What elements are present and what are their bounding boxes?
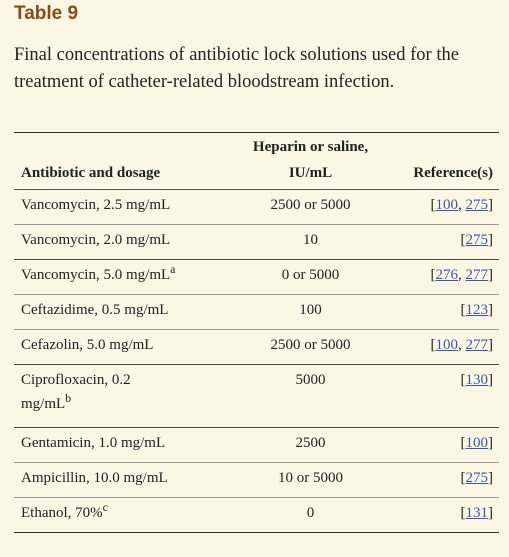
drug-name: Cefazolin, 5.0 mg/mL: [21, 337, 154, 353]
reference-cell: [131]: [394, 498, 499, 533]
heparin-cell: 5000: [227, 365, 394, 428]
table-row: [14, 330, 499, 365]
reference-cell: [123]: [394, 295, 499, 330]
table-caption: Final concentrations of antibiotic lock solutions used for the treatment of catheter-related bloodstream infection.: [14, 45, 459, 92]
drug-name: Gentamicin, 1.0 mg/mL: [21, 435, 166, 451]
drug-cell: [14, 330, 227, 365]
drug-cell: [14, 190, 227, 225]
header-heparin-line2: IU/mL: [288, 165, 333, 181]
table-label: Table 9: [14, 3, 79, 24]
heparin-cell: 0: [227, 498, 394, 533]
reference-cell: [275]: [394, 463, 499, 498]
footnote-marker: c: [102, 500, 108, 514]
drug-name: Ethanol, 70%: [21, 505, 103, 521]
table-row: [14, 463, 499, 498]
header-heparin-line1: Heparin or saline,: [252, 139, 369, 155]
drug-cell: [14, 365, 227, 428]
reference-cell: [100]: [394, 428, 499, 463]
drug-name-line1: Ciprofloxacin, 0.2: [21, 372, 131, 388]
footnote-marker: b: [65, 391, 72, 405]
table-row: [14, 428, 499, 463]
drug-name: Vancomycin, 2.5 mg/mL: [21, 197, 171, 213]
drug-cell: [14, 260, 227, 295]
reference-link[interactable]: 130: [465, 372, 488, 388]
header-references: Reference(s): [394, 133, 499, 190]
data-table: [14, 132, 499, 533]
drug-name-line2: mg/mL: [21, 396, 66, 412]
table-row: [14, 260, 499, 295]
heparin-cell: 10 or 5000: [227, 463, 394, 498]
table-row: [14, 225, 499, 260]
drug-cell: [14, 295, 227, 330]
footnote-marker: a: [170, 262, 176, 276]
header-heparin: [227, 133, 394, 190]
heparin-cell: 2500 or 5000: [227, 330, 394, 365]
drug-name: Vancomycin, 5.0 mg/mL: [21, 267, 171, 283]
drug-cell: [14, 225, 227, 260]
drug-name: Ampicillin, 10.0 mg/mL: [21, 470, 168, 486]
reference-cell: [276, 277]: [394, 260, 499, 295]
drug-name: Vancomycin, 2.0 mg/mL: [21, 232, 171, 248]
reference-link[interactable]: 100: [435, 337, 458, 353]
reference-link[interactable]: 100: [435, 197, 458, 213]
header-row: [14, 133, 499, 190]
reference-link[interactable]: 123: [465, 302, 488, 318]
table-row: [14, 295, 499, 330]
heparin-cell: 10: [227, 225, 394, 260]
reference-cell: [275]: [394, 225, 499, 260]
heparin-cell: 2500 or 5000: [227, 190, 394, 225]
reference-link[interactable]: 277: [465, 267, 488, 283]
drug-cell: [14, 428, 227, 463]
reference-link[interactable]: 275: [465, 232, 488, 248]
reference-link[interactable]: 100: [465, 435, 488, 451]
drug-cell: [14, 498, 227, 533]
heparin-cell: 2500: [227, 428, 394, 463]
table-row: [14, 365, 499, 428]
reference-link[interactable]: 276: [435, 267, 458, 283]
reference-link[interactable]: 131: [465, 505, 488, 521]
table-row: [14, 498, 499, 533]
reference-link[interactable]: 275: [465, 197, 488, 213]
table-row: [14, 190, 499, 225]
reference-cell: [100, 275]: [394, 190, 499, 225]
drug-cell: [14, 463, 227, 498]
drug-name: Ceftazidime, 0.5 mg/mL: [21, 302, 169, 318]
reference-cell: [100, 277]: [394, 330, 499, 365]
reference-cell: [130]: [394, 365, 499, 428]
reference-link[interactable]: 275: [465, 470, 488, 486]
heparin-cell: 0 or 5000: [227, 260, 394, 295]
heparin-cell: 100: [227, 295, 394, 330]
header-antibiotic: Antibiotic and dosage: [14, 133, 227, 190]
reference-link[interactable]: 277: [465, 337, 488, 353]
